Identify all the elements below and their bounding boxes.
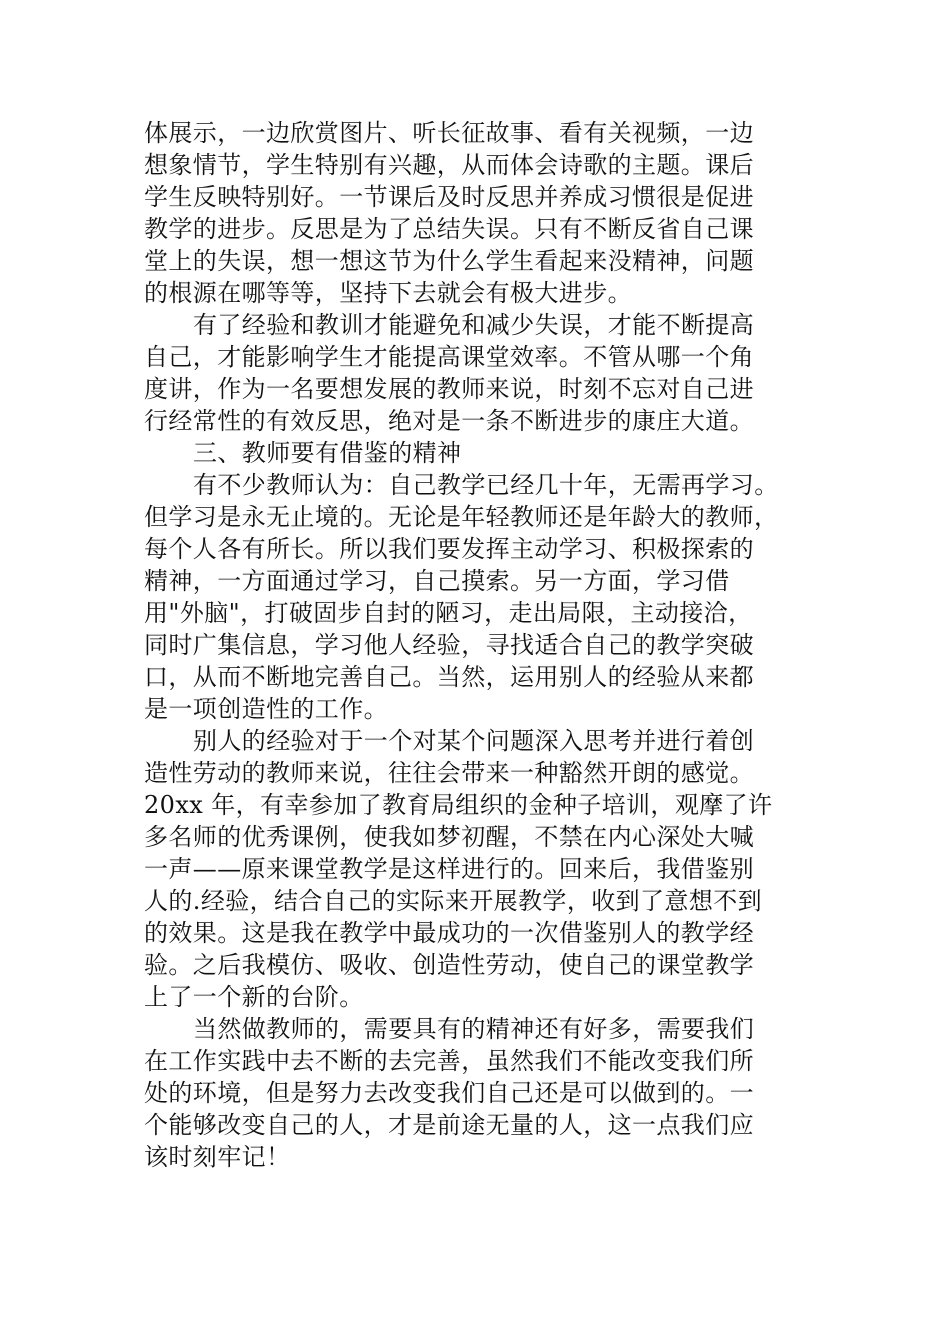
text-line: 处的环境，但是努力去改变我们自己还是可以做到的。一 [144, 1079, 754, 1107]
text-line: 度讲，作为一名要想发展的教师来说，时刻不忘对自己进 [144, 375, 754, 403]
text-line: 自己，才能影响学生才能提高课堂效率。不管从哪一个角 [144, 343, 754, 371]
text-line: 每个人各有所长。所以我们要发挥主动学习、积极探索的 [144, 535, 754, 563]
text-line: 造性劳动的教师来说，往往会带来一种豁然开朗的感觉。 [144, 759, 754, 787]
text-line: 精神，一方面通过学习，自己摸索。另一方面，学习借 [144, 567, 730, 595]
text-line: 人的.经验，结合自己的实际来开展教学，收到了意想不到 [144, 887, 763, 915]
text-line: 但学习是永无止境的。无论是年轻教师还是年龄大的教师， [144, 503, 779, 531]
body-text [144, 117, 808, 1173]
text-line: 在工作实践中去不断的去完善，虽然我们不能改变我们所 [144, 1047, 754, 1075]
text-line: 多名师的优秀课例，使我如梦初醒，不禁在内心深处大喊 [144, 823, 754, 851]
text-line: 别人的经验对于一个对某个问题深入思考并进行着创 [193, 727, 755, 755]
text-line: 当然做教师的，需要具有的精神还有好多，需要我们 [193, 1015, 755, 1043]
text-line: 有不少教师认为：自己教学已经几十年，无需再学习。 [193, 471, 779, 499]
text-line: 20xx 年，有幸参加了教育局组织的金种子培训，观摩了许 [144, 791, 773, 819]
text-line: 口，从而不断地完善自己。当然，运用别人的经验从来都 [144, 663, 754, 691]
text-line: 的效果。这是我在教学中最成功的一次借鉴别人的教学经 [144, 919, 754, 947]
text-line: 该时刻牢记！ [144, 1143, 291, 1171]
text-line: 验。之后我模仿、吸收、创造性劳动，使自己的课堂教学 [144, 951, 754, 979]
text-line: 有了经验和教训才能避免和减少失误，才能不断提高 [193, 311, 755, 339]
text-line: 堂上的失误，想一想这节为什么学生看起来没精神，问题 [144, 247, 754, 275]
text-line: 行经常性的有效反思，绝对是一条不断进步的康庄大道。 [144, 407, 754, 435]
text-line: 想象情节，学生特别有兴趣，从而体会诗歌的主题。课后 [144, 151, 754, 179]
text-line: 上了一个新的台阶。 [144, 983, 364, 1011]
text-line: 体展示，一边欣赏图片、听长征故事、看有关视频，一边 [144, 119, 754, 147]
text-line: 一声——原来课堂教学是这样进行的。回来后，我借鉴别 [144, 855, 754, 883]
text-line: 用"外脑"，打破固步自封的陋习，走出局限，主动接洽， [144, 599, 753, 627]
text-line: 是一项创造性的工作。 [144, 695, 388, 723]
text-line: 同时广集信息，学习他人经验，寻找适合自己的教学突破 [144, 631, 754, 659]
text-line: 学生反映特别好。一节课后及时反思并养成习惯很是促进 [144, 183, 754, 211]
text-line: 教学的进步。反思是为了总结失误。只有不断反省自己课 [144, 215, 754, 243]
text-line: 个能够改变自己的人，才是前途无量的人，这一点我们应 [144, 1111, 754, 1139]
text-line: 三、教师要有借鉴的精神 [193, 439, 462, 467]
text-line: 的根源在哪等等，坚持下去就会有极大进步。 [144, 279, 632, 307]
